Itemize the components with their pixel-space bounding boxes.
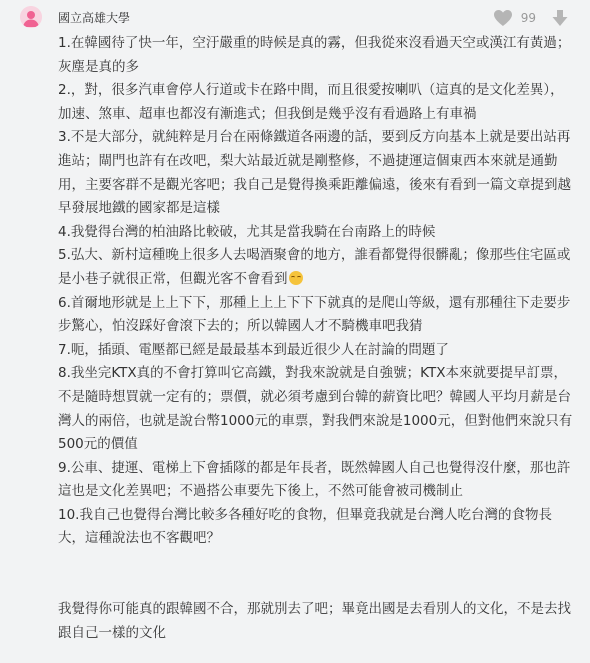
paragraph-4: 4.我覺得台灣的柏油路比較破，尤其是當我騎在台南路上的時候 (58, 223, 436, 240)
author-name[interactable]: 國立高雄大學 (58, 11, 131, 25)
paragraph-1: 1.在韓國待了快一年，空汙嚴重的時候是真的霧，但我從來沒看過天空或漢江有黃過；灰塵是真的多 (58, 35, 571, 75)
avatar[interactable] (20, 6, 42, 28)
post-header (0, 0, 590, 32)
paragraph-8: 8.我坐完KTX真的不會打算叫它高鐵，對我來說就是自強號；KTX本來就要提早訂票，不是隨時想買就一定有的；票價，就必須考慮到台韓的薪資比吧？韓國人平均月薪是台灣人的兩倍，也就是說台幣1000元的車票，對我們來說是1000元，但對他們來說只有500元的價值 (58, 365, 573, 453)
arrow-down-icon[interactable] (552, 9, 568, 27)
heart-icon[interactable] (493, 9, 513, 27)
paragraph-3: 3.不是大部分，就純粹是月台在兩條鐵道各兩邊的話，要到反方向基本上就是要出站再進站；閘門也許有在改吧，梨大站最近就是剛整修，不過捷運這個東西本來就是通勤用，主要客群不是觀光客吧；我自己是覺得換乘距離偏遠，後來有看到一篇文章提到越早發展地鐵的國家都是這樣 (58, 129, 571, 217)
smiling-face-icon (289, 271, 303, 285)
closing-paragraph: 我覺得你可能真的跟韓國不合，那就別去了吧；畢竟出國是去看別人的文化，不是去找跟自己一樣的文化 (58, 601, 571, 641)
spacer (58, 551, 574, 598)
paragraph-5 (58, 244, 574, 291)
paragraph-6: 6.首爾地形就是上上下下，那種上上上下下下就真的是爬山等級，還有那種往下走要步步驚心，怕沒踩好會滾下去的；所以韓國人才不騎機車吧我猜 (58, 294, 571, 335)
paragraph-9: 9.公車、捷運、電梯上下會插隊的都是年長者，既然韓國人自己也覺得沒什麼，那也許這也是文化差異吧；不過搭公車要先下後上，不然可能會被司機制止 (58, 459, 571, 500)
like-count: 99 (520, 11, 536, 25)
reaction-bar (493, 8, 568, 28)
paragraph-10: 10.我自己也覺得台灣比較多各種好吃的食物，但畢竟我就是台灣人吃台灣的食物長大，這種說法也不客觀吧？ (58, 506, 552, 547)
paragraph-2: 2.，對，很多汽車會停人行道或卡在路中間，而且很愛按喇叭（這真的是文化差異），加速、煞車、超車也都沒有漸進式；但我倒是幾乎沒有看過路上有車禍 (58, 82, 564, 122)
paragraph-7: 7.呃，插頭、電壓都已經是最最基本到最近很少人在討論的問題了 (58, 341, 449, 358)
comment-body (58, 32, 574, 645)
paragraph-5-text: 5.弘大、新村這種晚上很多人去喝酒聚會的地方，誰看都覺得很髒亂；像那些住宅區或是小巷子就很正常，但觀光客不會看到 (58, 247, 571, 287)
